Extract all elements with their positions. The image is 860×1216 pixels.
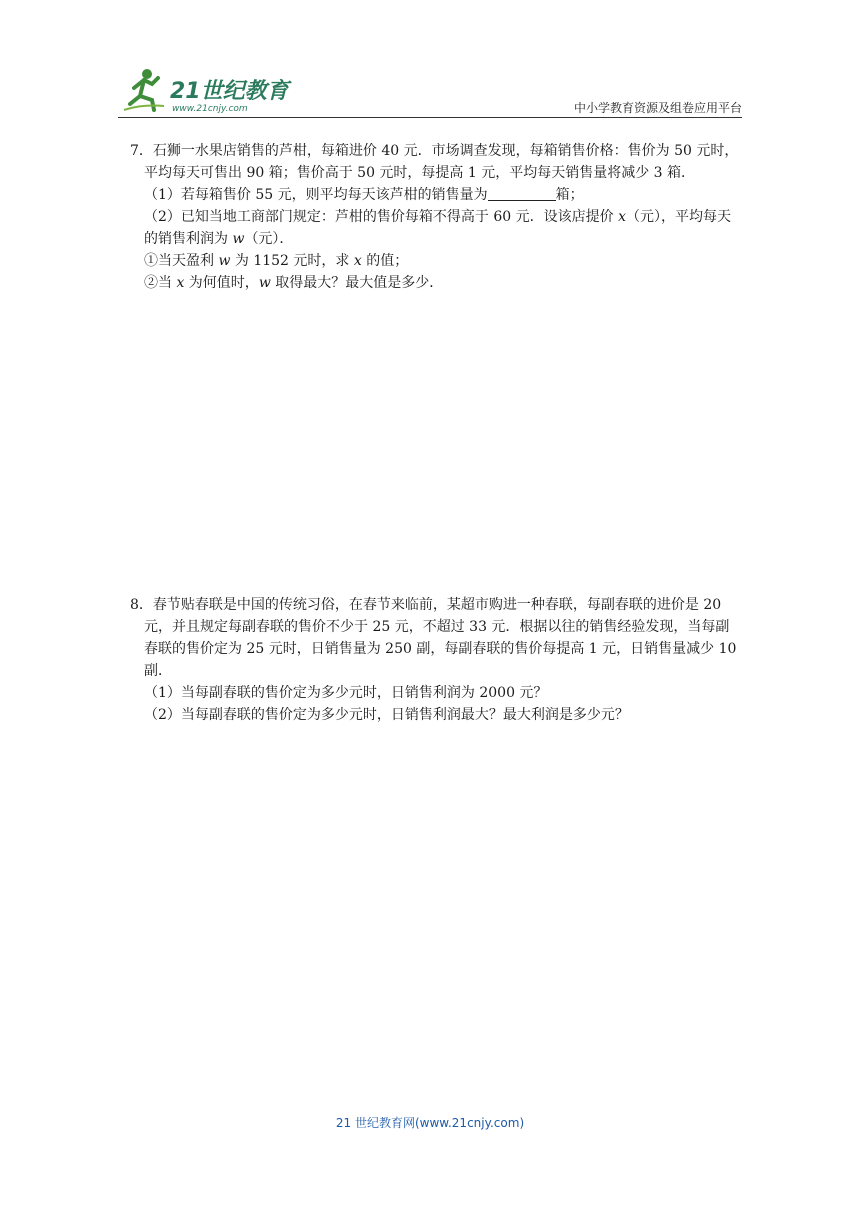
q7-part1: （1）若每箱售价 55 元，则平均每天该芦柑的销售量为 箱； (144, 187, 584, 203)
site-logo (122, 66, 292, 116)
q8-part1: （1）当每副春联的售价定为多少元时，日销售利润为 2000 元？ (144, 685, 548, 701)
answer-blank (488, 186, 556, 201)
q8-part2: （2）当每副春联的售价定为多少元时，日销售利润最大？最大利润是多少元？ (144, 707, 629, 723)
q8-stem: 8．春节贴春联是中国的传统习俗，在春节来临前，某超市购进一种春联，每副春联的进价是 20 元，并且规定每副春联的售价不少于 25 元，不超过 33 元．根据以往的销售经验发现，当每副春联的售价定为 25 元时，日销售量为 250 副，每副春联的售价每提高 1 元，日销售量减少 10 副． (130, 597, 737, 679)
header-platform-text: 中小学教育资源及组卷应用平台 (573, 101, 742, 115)
running-figure-icon (124, 69, 164, 110)
header-divider (118, 117, 742, 118)
footer-site-link[interactable]: 21 世纪教育网(www.21cnjy.com) (335, 1116, 525, 1130)
q7-stem: 7．石狮一水果店销售的芦柑，每箱进价 40 元．市场调查发现，每箱销售价格：售价为 50 元时，平均每天可售出 90 箱；售价高于 50 元时，每提高 1 元，平均每天销售量将减少 3 箱． (130, 143, 739, 181)
q7-sub2: ②当 x 为何值时，w 取得最大？最大值是多少． (144, 275, 444, 291)
question-7 (122, 140, 740, 294)
svg-text:21世纪教育: 21世纪教育 (170, 79, 289, 104)
page-header (118, 66, 742, 120)
q7-sub1: ①当天盈利 w 为 1152 元时，求 x 的值； (144, 253, 409, 269)
svg-text:www.21cnjy.com: www.21cnjy.com (172, 104, 248, 114)
q7-part2: （2）已知当地工商部门规定：芦柑的售价每箱不得高于 60 元．设该店提价 x（元），平均每天的销售利润为 w（元）． (144, 209, 731, 247)
question-8 (122, 594, 740, 726)
